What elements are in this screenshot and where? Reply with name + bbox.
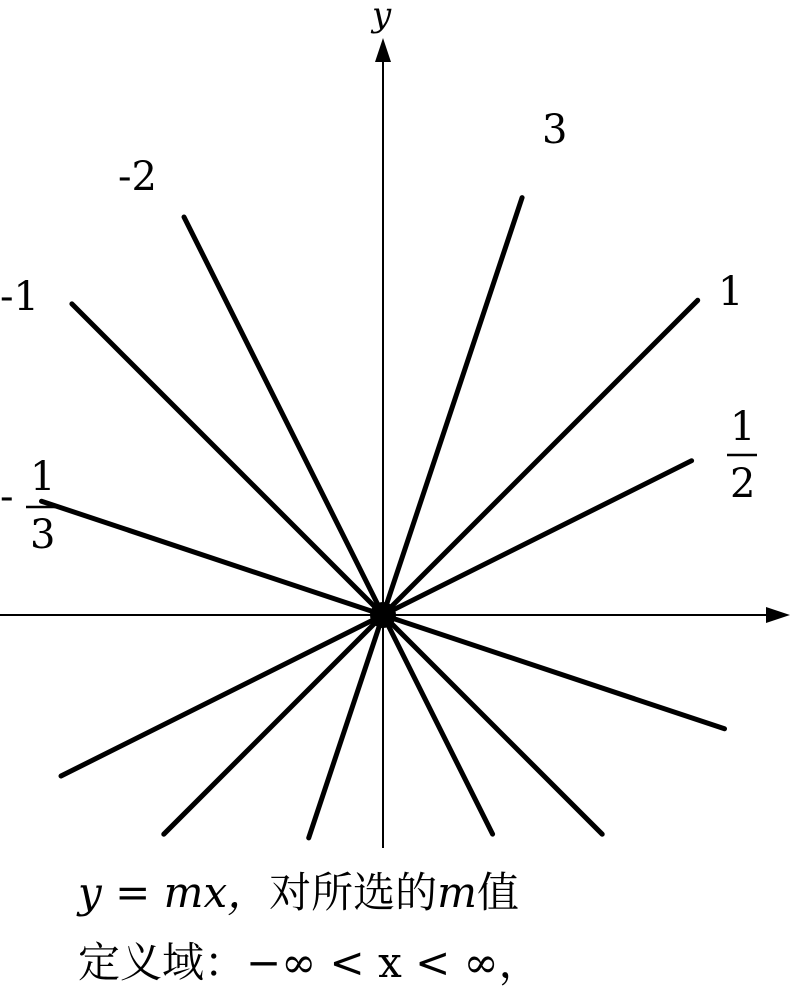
caption-formula: y = mx， xyxy=(78,868,270,917)
series-label-m-neg-third xyxy=(0,454,56,558)
domain-formula: −∞ < x < ∞， xyxy=(246,938,541,987)
caption-line-2 xyxy=(78,930,541,990)
series-label-m-half-numerator: 1 xyxy=(730,404,756,450)
x-axis-arrow-icon xyxy=(766,607,790,623)
series-label-m1: 1 xyxy=(718,269,744,315)
y-axis-arrow-icon xyxy=(375,38,391,62)
y-axis-label: y xyxy=(372,0,392,35)
series-line-m-3 xyxy=(309,198,522,838)
origin-point xyxy=(370,602,396,628)
series-label-m-neg-third-sign: - xyxy=(0,474,14,520)
caption-line-1 xyxy=(78,860,519,920)
series-label-m-neg-third-denominator: 3 xyxy=(30,512,56,558)
series-label-m-neg2: -2 xyxy=(118,154,157,200)
caption-tail: 值 xyxy=(476,868,519,917)
caption-m: m xyxy=(437,868,477,917)
y-axis xyxy=(370,0,392,848)
series-label-m-neg1: -1 xyxy=(0,274,39,320)
series-label-m-neg-third-numerator: 1 xyxy=(30,454,56,500)
series-label-m3: 3 xyxy=(542,107,568,153)
caption-text: 对所选的 xyxy=(269,868,438,917)
domain-label: 定义域： xyxy=(78,938,247,987)
series-label-m-half xyxy=(727,404,757,507)
series-label-m-half-denominator: 2 xyxy=(730,461,756,507)
